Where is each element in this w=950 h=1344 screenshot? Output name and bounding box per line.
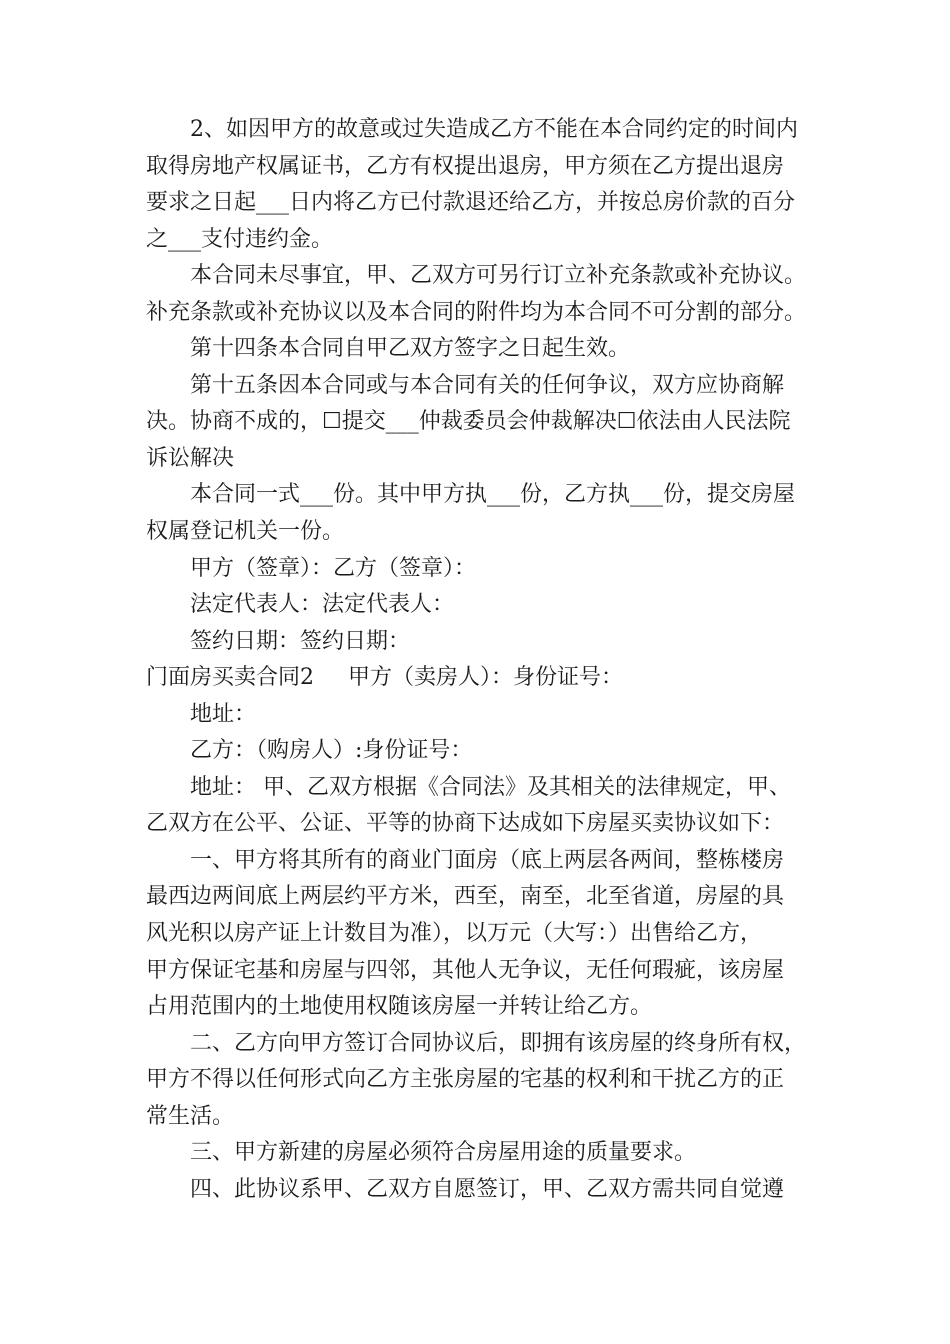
text-line: 四、此协议系甲、乙双方自愿签订，甲、乙双方需共同自觉遵: [190, 1176, 785, 1202]
text-line: 要求之日起___日内将乙方已付款退还给乙方，并按总房价款的百分: [146, 190, 796, 216]
text-line: 甲方保证宅基和房屋与四邻，其他人无争议，无任何瑕疵，该房屋: [146, 957, 785, 983]
text-line: 地址： 甲、乙双方根据《合同法》及其相关的法律规定，甲、: [190, 774, 791, 800]
text-line: 本合同一式___份。其中甲方执___份，乙方执___份，提交房屋: [190, 482, 796, 508]
text-line: 一、甲方将其所有的商业门面房（底上两层各两间，整栋楼房: [190, 847, 785, 873]
text-line: 常生活。: [146, 1103, 235, 1129]
document-body: [146, 112, 826, 1208]
text-line: 乙双方在公平、公证、平等的协商下达成如下房屋买卖协议如下：: [146, 811, 785, 837]
text-line: 甲方不得以任何形式向乙方主张房屋的宅基的权利和干扰乙方的正: [146, 1067, 785, 1093]
text-line: 决。协商不成的，☐提交___仲裁委员会仲裁解决☐依法由人民法院: [146, 409, 791, 435]
text-line: 法定代表人：法定代表人：: [190, 592, 455, 618]
text-line: 第十五条因本合同或与本合同有关的任何争议，双方应协商解: [190, 372, 785, 398]
text-line: 甲方（签章）：乙方（签章）：: [190, 555, 477, 581]
text-line: 2、如因甲方的故意或过失造成乙方不能在本合同约定的时间内: [190, 117, 798, 142]
text-line: 三、甲方新建的房屋必须符合房屋用途的质量要求。: [190, 1140, 697, 1166]
text-line: 第十四条本合同自甲乙双方签字之日起生效。: [190, 336, 631, 362]
text-line: 本合同未尽事宜，甲、乙双方可另行订立补充条款或补充协议。: [190, 263, 807, 289]
text-line: 权属登记机关一份。: [146, 519, 345, 545]
text-line: 签约日期：签约日期：: [190, 628, 411, 654]
document-title: 门面房买卖合同2: [146, 665, 314, 691]
text-line: 补充条款或补充协议以及本合同的附件均为本合同不可分割的部分。: [146, 299, 807, 325]
text-line: 取得房地产权属证书，乙方有权提出退房，甲方须在乙方提出退房: [146, 153, 785, 179]
text-line: 二、乙方向甲方签订合同协议后，即拥有该房屋的终身所有权，: [190, 1030, 807, 1056]
text-line: 诉讼解决: [146, 445, 235, 471]
text-line: 之___支付违约金。: [146, 226, 334, 252]
text-segment: 甲方（卖房人）：身份证号：: [348, 665, 624, 691]
text-line: 风光积以房产证上计数目为准），以万元（大写：）出售给乙方，: [146, 921, 763, 947]
text-line: 最西边两间底上两层约平方米，西至，南至，北至省道，房屋的具: [146, 884, 785, 910]
text-line: 地址：: [190, 701, 257, 727]
text-line: 占用范围内的土地使用权随该房屋一并转让给乙方。: [146, 994, 653, 1020]
title-line: [146, 660, 826, 697]
text-line: 乙方：（购房人）:身份证号：: [190, 738, 473, 764]
